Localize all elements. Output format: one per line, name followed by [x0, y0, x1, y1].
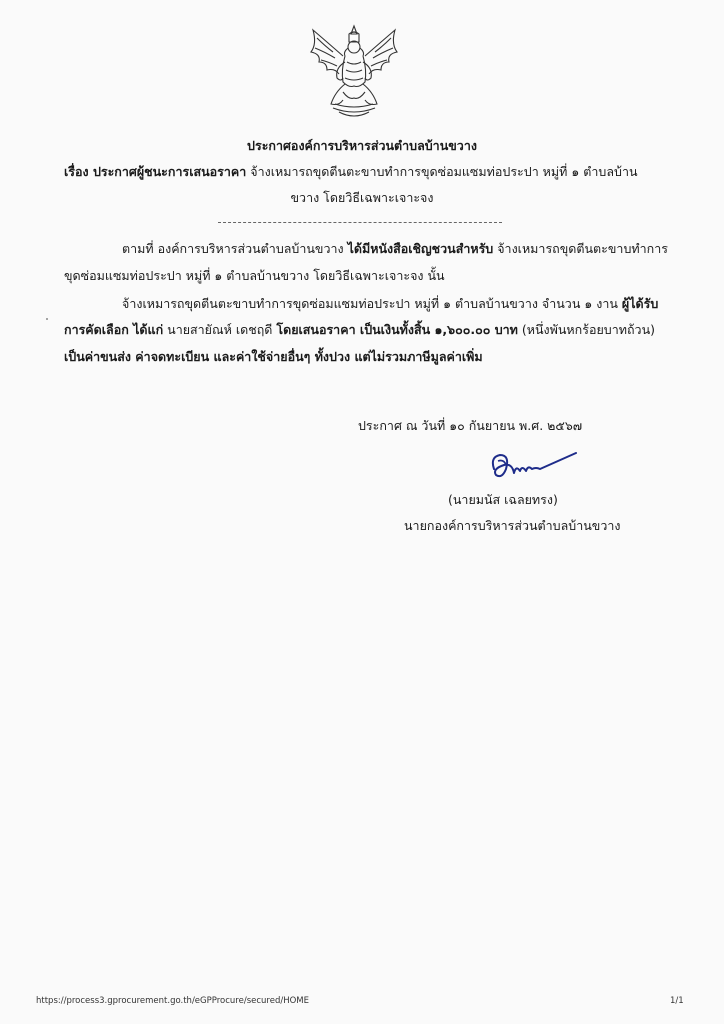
subject-label: เรื่อง ประกาศผู้ชนะการเสนอราคา [64, 164, 247, 179]
p2-text-b: ผู้ได้รับ [621, 296, 659, 311]
p2-price-text: โดยเสนอราคา เป็นเงินทั้งสิ้น ๑,๖๐๐.๐๐ บาท [276, 322, 518, 337]
speck [46, 318, 48, 320]
p1-text-a: ตามที่ องค์การบริหารส่วนตำบลบ้านขวาง [122, 241, 348, 256]
paragraph-1-line-1 [122, 241, 668, 257]
paragraph-1-line-2: ขุดซ่อมแซมท่อประปา หมู่ที่ ๑ ตำบลบ้านขวาง โดยวิธีเฉพาะเจาะจง นั้น [64, 268, 445, 283]
subject-text: จ้างเหมารถขุดตีนตะขาบทำการขุดซ่อมแซมท่อประปา หมู่ที่ ๑ ตำบลบ้าน [246, 164, 638, 179]
organization-announcement-title: ประกาศองค์การบริหารส่วนตำบลบ้านขวาง [247, 138, 477, 153]
announce-date: ประกาศ ณ วันที่ ๑๐ กันยายน พ.ศ. ๒๕๖๗ [358, 418, 583, 433]
signer-position: นายกองค์การบริหารส่วนตำบลบ้านขวาง [404, 518, 621, 533]
p2-winner-name: นายสายัณห์ เดชฤดี [163, 322, 277, 337]
separator-line [218, 222, 502, 223]
footer-page-number: 1/1 [670, 996, 684, 1006]
garuda-emblem-icon [305, 22, 403, 122]
signer-name: (นายมนัส เฉลยทรง) [448, 492, 558, 507]
paragraph-2-line-1 [122, 296, 658, 312]
p1-text-b: ได้มีหนังสือเชิญชวนสำหรับ [347, 241, 494, 256]
footer-url: https://process3.gprocurement.go.th/eGPProcure/secured/HOME [36, 996, 309, 1006]
p2-price-words: (หนึ่งพันหกร้อยบาทถ้วน) [517, 322, 655, 337]
p2-text-c: การคัดเลือก ได้แก่ [64, 322, 164, 337]
p2-text-a: จ้างเหมารถขุดตีนตะขาบทำการขุดซ่อมแซมท่อประปา หมู่ที่ ๑ ตำบลบ้านขวาง จำนวน ๑ งาน [122, 296, 622, 311]
p1-text-c: จ้างเหมารถขุดตีนตะขาบทำการ [493, 241, 668, 256]
paragraph-2-line-3: เป็นค่าขนส่ง ค่าจดทะเบียน และค่าใช้จ่ายอื่นๆ ทั้งปวง แต่ไม่รวมภาษีมูลค่าเพิ่ม [64, 349, 483, 364]
subject-line-1 [64, 164, 638, 180]
signature-icon [486, 447, 581, 485]
subject-line-2: ขวาง โดยวิธีเฉพาะเจาะจง [290, 190, 434, 205]
paragraph-2-line-2 [64, 322, 655, 338]
